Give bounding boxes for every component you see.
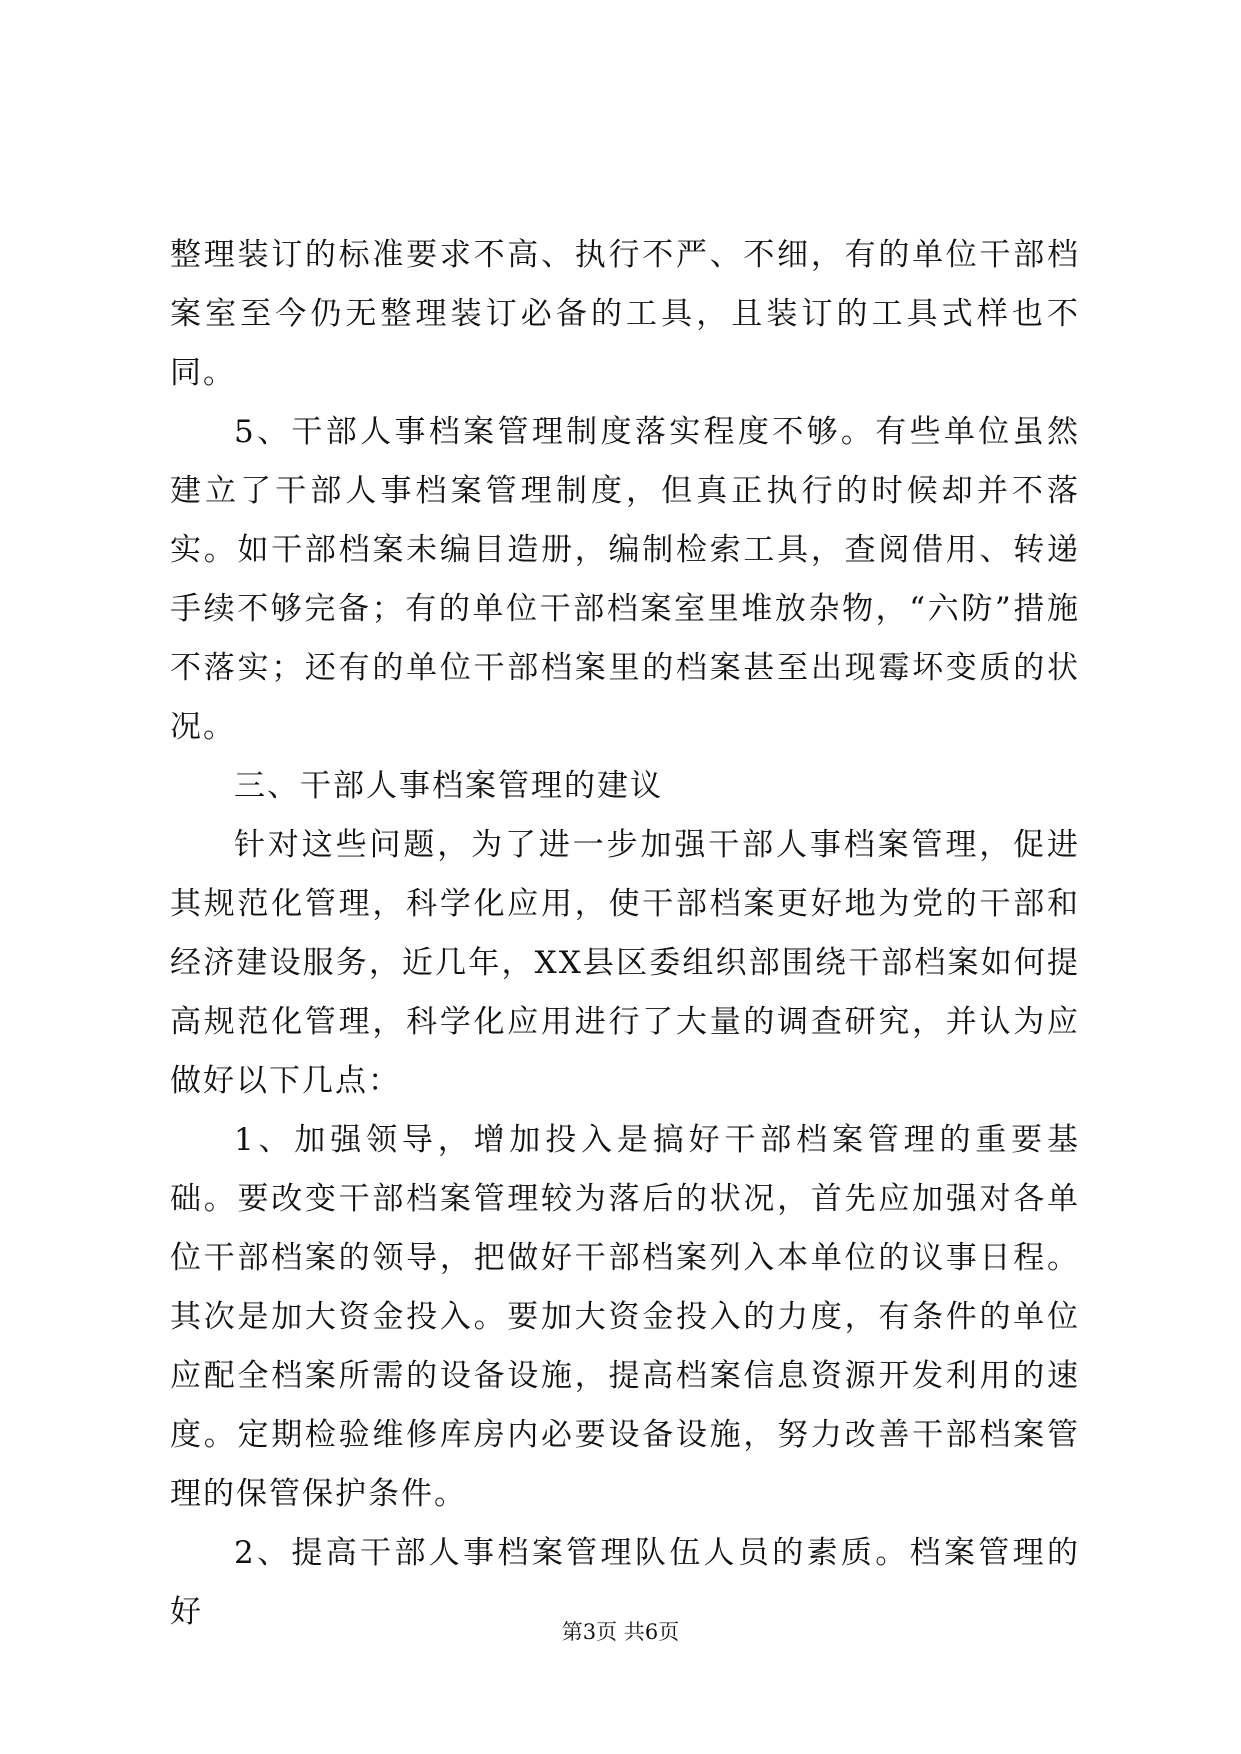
paragraph-continuation: 整理装订的标准要求不高、执行不严、不细，有的单位干部档案室至今仍无整理装订必备的工具，且装订的工具式样也不同。 <box>170 237 1080 391</box>
section-heading-3: 三、干部人事档案管理的建议 <box>234 768 663 804</box>
page-footer: 第3页 共6页 <box>561 1620 680 1644</box>
paragraph-intro: 针对这些问题，为了进一步加强干部人事档案管理，促进其规范化管理，科学化应用，使干部档案更好地为党的干部和经济建设服务，近几年，XX县区委组织部围绕干部档案如何提高规范化管理，科学化应用进行了大量的调查研究，并认为应做好以下几点： <box>170 827 1080 1099</box>
document-body <box>170 226 1080 1642</box>
paragraph-item-2: 2、提高干部人事档案管理队伍人员的素质。档案管理的好 <box>170 1535 1080 1630</box>
paragraph-item-1: 1、加强领导，增加投入是搞好干部档案管理的重要基础。要改变干部档案管理较为落后的状况，首先应加强对各单位干部档案的领导，把做好干部档案列入本单位的议事日程。其次是加大资金投入。要加大资金投入的力度，有条件的单位应配全档案所需的设备设施，提高档案信息资源开发利用的速度。定期检验维修库房内必要设备设施，努力改善干部档案管理的保管保护条件。 <box>170 1122 1080 1512</box>
paragraph-item-5: 5、干部人事档案管理制度落实程度不够。有些单位虽然建立了干部人事档案管理制度，但真正执行的时候却并不落实。如干部档案未编目造册，编制检索工具，查阅借用、转递手续不够完备；有的单位干部档案室里堆放杂物，“六防”措施不落实；还有的单位干部档案里的档案甚至出现霉坏变质的状况。 <box>170 414 1080 745</box>
